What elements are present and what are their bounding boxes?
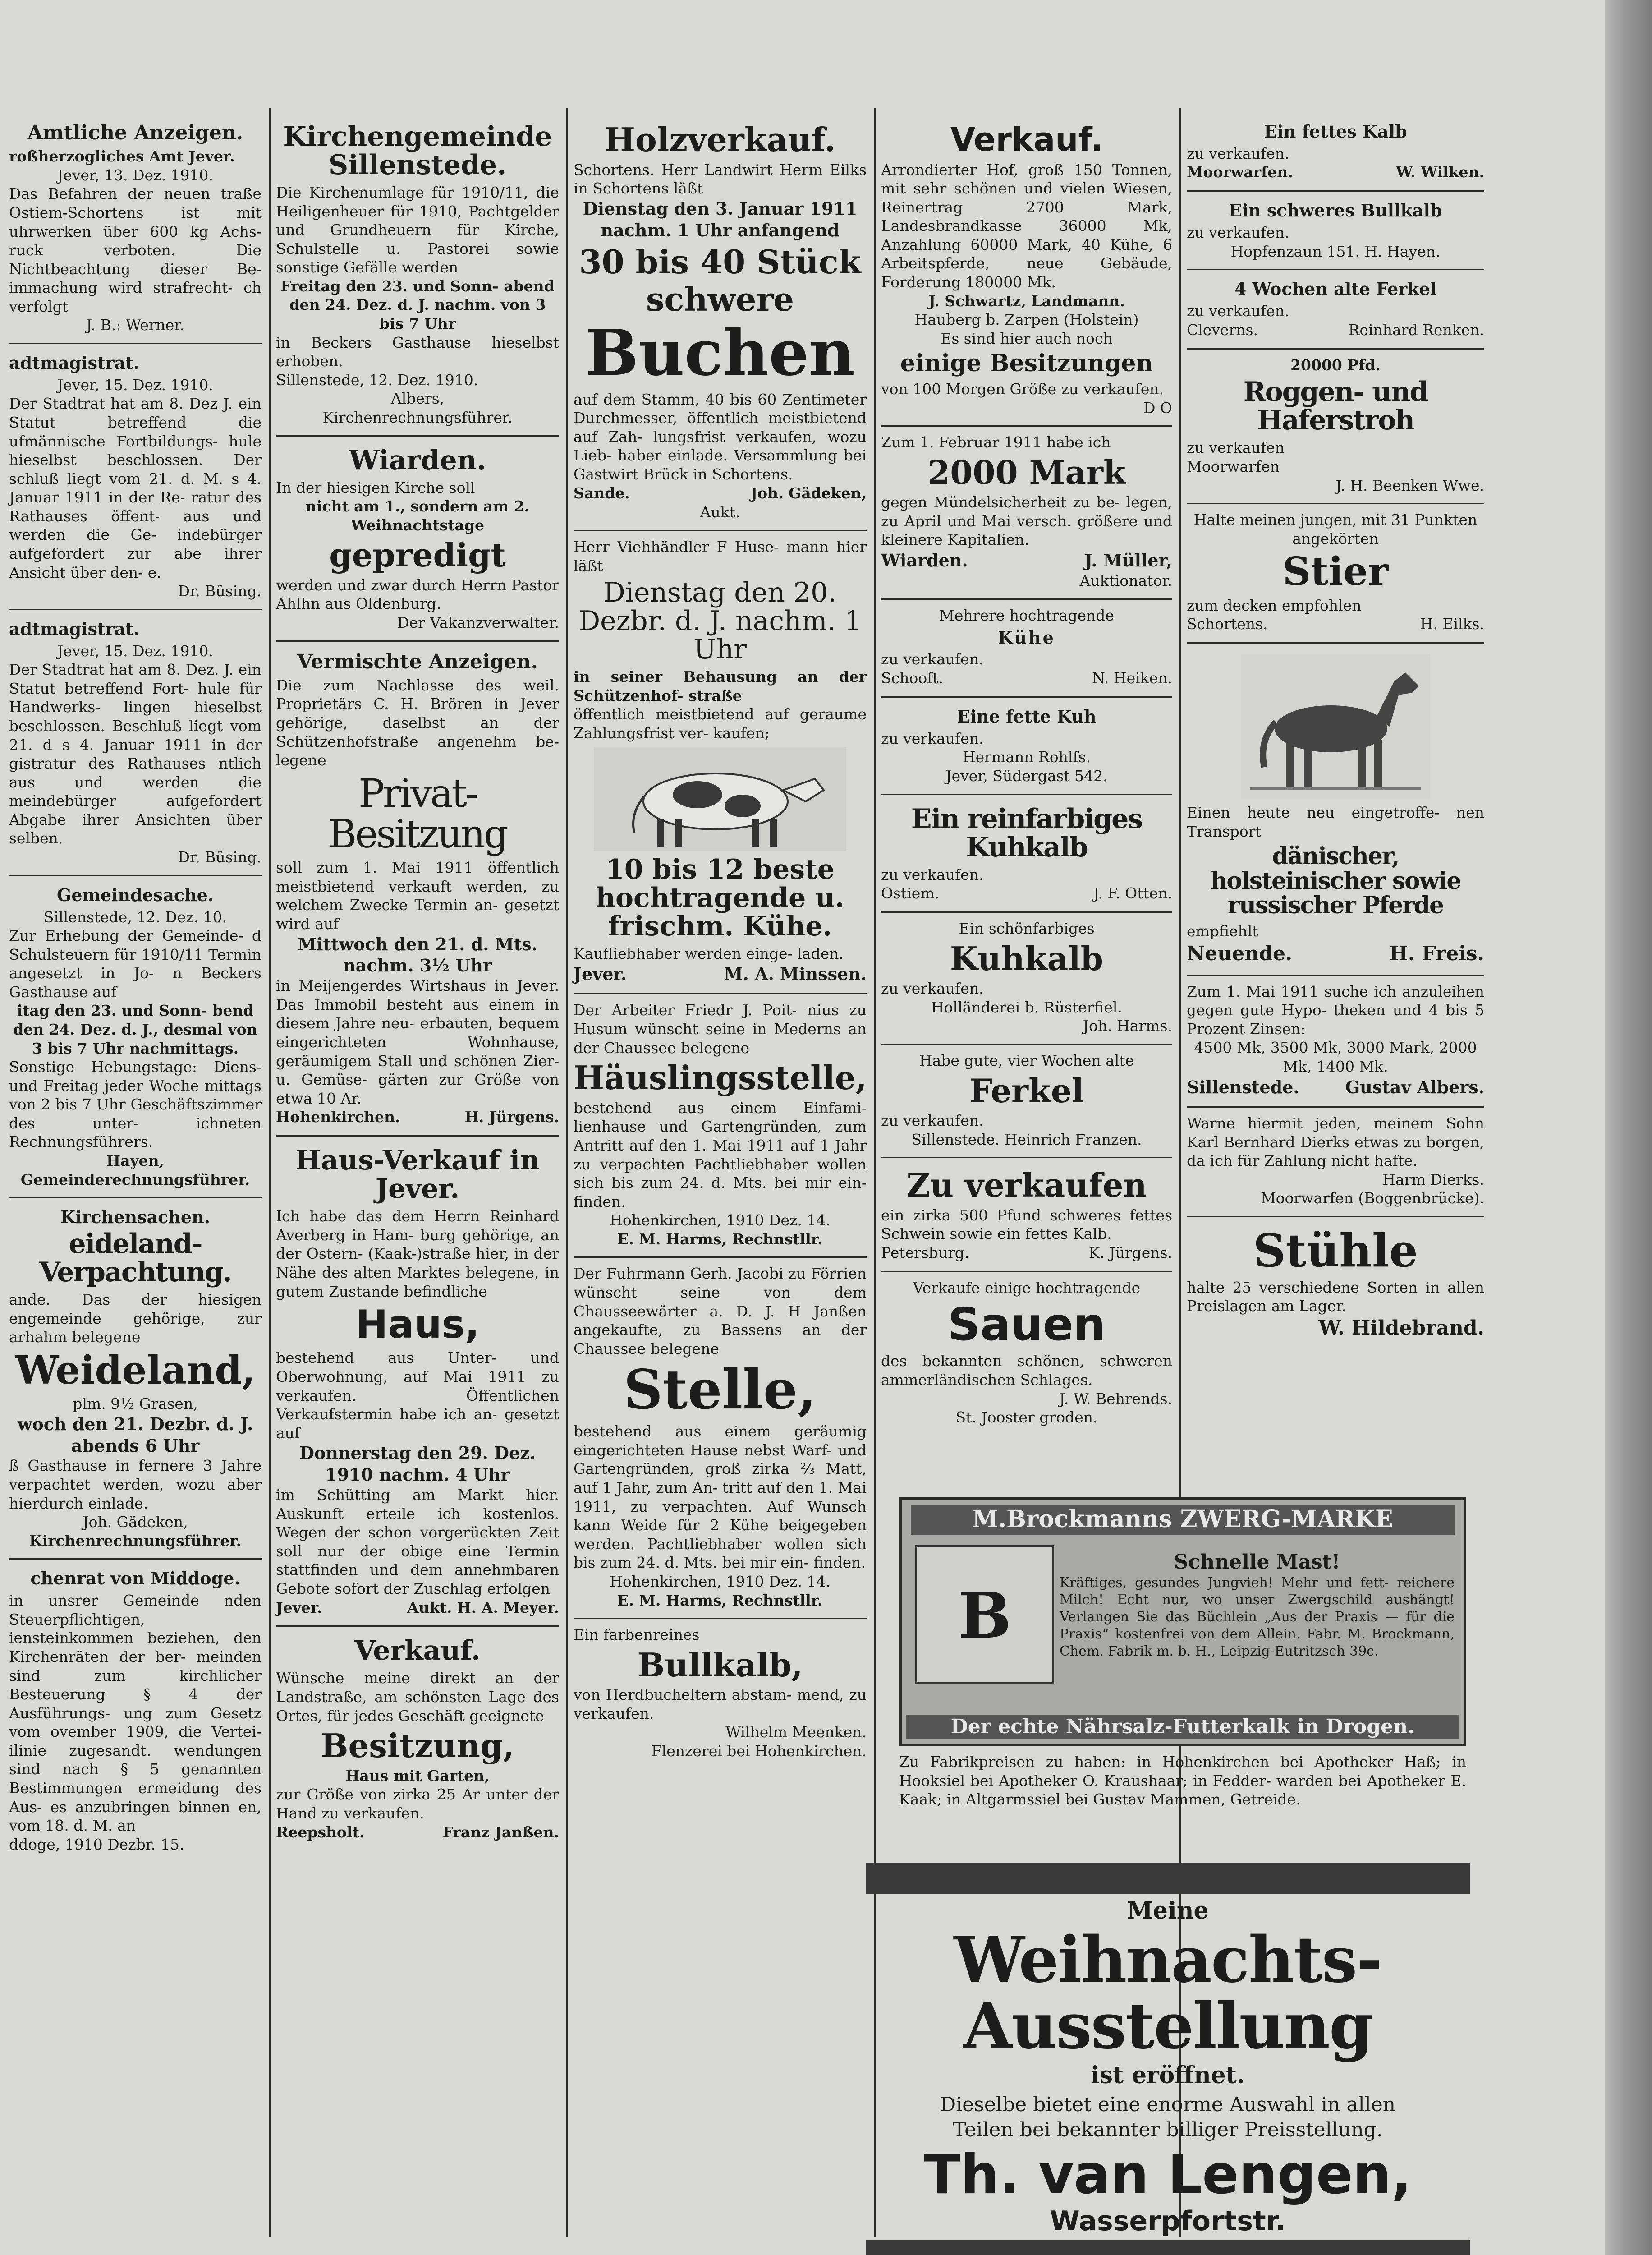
ad-big: einige Besitzungen (900, 350, 1153, 377)
ad-kuehe (881, 600, 1172, 698)
signature-place: Sillenstede. (1187, 1077, 1299, 1097)
page-edge (1605, 0, 1652, 2255)
ad-ferkel (881, 1045, 1172, 1158)
brockmann-tagline: Der echte Nährsalz-Futterkalk in Drogen. (906, 1715, 1459, 1739)
signature-row (1187, 1076, 1484, 1098)
signature: Flenzerei bei Hohenkirchen. (651, 1742, 867, 1760)
ad-stier (1187, 504, 1484, 644)
ad-big: Buchen (585, 316, 855, 390)
body-text: bestehend aus Unter- und Oberwohnung, auf Mai 1911 zu verkaufen. Öffentlichen Verkaufstermin habe ich an- gesetzt auf (276, 1349, 559, 1442)
body-text: zu verkaufen. (881, 865, 984, 884)
date: Sillenstede, 12. Dez. 10. (43, 908, 227, 926)
signature: J. B.: Werner. (86, 316, 184, 334)
body-text: zu verkaufen. (1187, 302, 1289, 320)
ad-title: Verkauf. (354, 1635, 481, 1667)
ad-big: Ferkel (969, 1071, 1084, 1110)
ad-2000-mark (881, 427, 1172, 600)
signature-row (574, 484, 867, 503)
signature: M. A. Minssen. (724, 964, 867, 985)
ad-big: Kühe (998, 627, 1055, 648)
signature: Joh. Gädeken, (83, 1513, 188, 1531)
body-bold: in seiner Behausung an der Schützenhof- straße (574, 668, 867, 704)
ad-viehverkauf (574, 531, 867, 994)
ad-big: Privat-Besitzung (328, 771, 507, 857)
date: Jever, 15. Dez. 1910. (57, 376, 213, 394)
ad-schweres-bullkalb (1187, 192, 1484, 270)
signature: W. Wilken. (1396, 163, 1484, 181)
ad-title: Amtliche Anzeigen. (27, 121, 243, 144)
body-text: Halte meinen jungen, mit 31 Punkten angekörten (1193, 511, 1478, 548)
body-text: Der Stadtrat hat am 8. Dez J. ein Statut betreffend die ufmännische Fortbildungs- hule hieselbst beschlossen. Der schluß liegt vom 21. d. M. s 4. Januar 1911 in der Re- ratur des Rathauses öffent- aus und werden die Ge- indebürger aufgefordert zur abe ihrer Ansicht über den- e. (9, 395, 262, 581)
signature-place: Neuende. (1187, 942, 1293, 965)
body-text: Einen heute neu eingetroffe- nen Transport (1187, 804, 1484, 840)
body-text: Zum 1. Februar 1911 habe ich (881, 433, 1111, 451)
ad-big: gepredigt (329, 536, 506, 575)
signature-row (881, 549, 1172, 571)
ad-brockmann (881, 1497, 1484, 1809)
signature-place: Jever. (574, 964, 627, 985)
ad-title: Eine fette Kuh (957, 706, 1097, 727)
column-1 (9, 113, 262, 2237)
signature: Auktionator. (1079, 572, 1172, 590)
signature: J. H. Beenken Wwe. (1335, 476, 1484, 494)
signature: D O (1143, 399, 1172, 417)
signature-row (1187, 321, 1484, 340)
signature: Joh. Harms. (1083, 1017, 1172, 1035)
body-text: Ein farbenreines (574, 1626, 700, 1644)
signature-row (276, 1598, 559, 1618)
ad-weihnachts-ausstellung (866, 1858, 1470, 2255)
ad-big: Sauen (948, 1298, 1106, 1351)
signature: Dr. Büsing. (178, 848, 262, 866)
signature: J. Schwartz, Landmann. (928, 292, 1125, 310)
ad-big: Ein reinfarbiges Kuhkalb (911, 803, 1143, 863)
body-text: zu verkaufen. (881, 729, 984, 747)
signature-place: Schooft. (881, 669, 944, 687)
ad-stroh (1187, 350, 1484, 504)
ad-hof-verkauf (881, 113, 1172, 427)
column-4 (881, 113, 1172, 1427)
signature-place: Wiarden. (881, 550, 968, 571)
body-text: auf dem Stamm, 40 bis 60 Zentimeter Durchmesser, öffentlich meistbietend auf Zah- lungsfrist verkaufen, wozu Lieb- haber einlade. Versammlung bei Gastwirt Brück in Schortens. (574, 390, 867, 483)
date: Jever, 15. Dez. 1910. (57, 642, 213, 660)
ad-title: Vermischte Anzeigen. (297, 650, 538, 673)
ad-headline: eideland-Verpachtung. (39, 1228, 231, 1289)
ad-title: Meine (1127, 1897, 1209, 1924)
signature-row (1187, 941, 1484, 966)
body-bold: Haus mit Garten, (345, 1767, 490, 1785)
signature: Franz Janßen. (442, 1823, 559, 1841)
cow-illustration (594, 747, 846, 851)
body-text: zu verkaufen. (881, 980, 984, 998)
brockmann-brand: M.Brockmanns ZWERG-MARKE (911, 1505, 1455, 1535)
ad-gemeindesache (9, 876, 262, 1199)
signature: Hauberg b. Zarpen (Holstein) (914, 311, 1139, 329)
ad-stadtmagistrat-2 (9, 610, 262, 876)
body-text: Ein schönfarbiges (959, 920, 1095, 938)
ad-ferkel-2 (1187, 270, 1484, 349)
ad-hausverkauf (276, 1137, 559, 1627)
body-text: Habe gute, vier Wochen alte (919, 1051, 1134, 1069)
column-2 (276, 113, 559, 2237)
decorative-banner (866, 1863, 1470, 1894)
body-text: Schortens. Herr Landwirt Herm Eilks in Schortens läßt (574, 161, 867, 198)
ad-title: Ein fettes Kalb (1264, 121, 1407, 142)
signature: Gemeinderechnungsführer. (20, 1170, 250, 1188)
signature-place: Ostiem. (881, 884, 940, 902)
ad-schwein (881, 1158, 1172, 1272)
body-text: halte 25 verschiedene Sorten in allen Preislagen am Lager. (1187, 1278, 1484, 1315)
date-bold: Mittwoch den 21. d. Mts. nachm. 3½ Uhr (298, 934, 537, 976)
signature: Albers, (390, 390, 445, 408)
body-text: zu verkaufen. (1187, 144, 1289, 162)
ad-subtitle: ist eröffnet. (1090, 2061, 1245, 2089)
body-text: Dieselbe bietet eine enorme Auswahl in allen Teilen bei bekannter billiger Preisstellung. (940, 2093, 1396, 2141)
ad-kirchensachen (9, 1198, 262, 1560)
body-text: öffentlich meistbietend auf geraume Zahlungsfrist ver- kaufen; (574, 705, 867, 742)
signature: Dr. Büsing. (178, 582, 262, 600)
date-bold: Donnerstag den 29. Dez. 1910 nachm. 4 Uhr (299, 1443, 536, 1485)
body-text: plm. 9½ Grasen, (73, 1395, 198, 1413)
column-rule (269, 108, 271, 2237)
signature: Hopfenzaun 151. H. Hayen. (1230, 242, 1441, 260)
signature-place: Hohenkirchen. (276, 1108, 400, 1126)
signature-place: Cleverns. (1187, 321, 1258, 339)
ad-big: Stühle (1253, 1224, 1418, 1277)
body-text: ß Gasthause in fernere 3 Jahre verpachtet werden, wozu aber hierdurch einlade. (9, 1457, 262, 1512)
signature-place: Schortens. (1187, 615, 1268, 633)
ad-warnung (1187, 1108, 1484, 1217)
ad-big: dänischer, holsteinischer sowie russischer Pferde (1210, 842, 1461, 920)
body-text: Das Befahren der neuen traße Ostiem-Schortens ist mit uhrwerken über 600 kg Achs- ruck verboten. Die Nichtbeachtung dieser Be- immachung wird strafrecht- ch verfolgt (9, 185, 262, 315)
ad-title: Kirchengemeinde Sillenstede. (283, 121, 552, 181)
ad-kuhkalb-2 (881, 913, 1172, 1045)
body-text: zur Größe von zirka 25 Ar unter der Hand zu verkaufen. (276, 1786, 559, 1822)
body-bold: nicht am 1., sondern am 2. Weihnachtstage (305, 497, 530, 534)
body-text: Sonstige Hebungstage: Diens- und Freitag jeder Woche mittags von 2 bis 7 Uhr Geschäftszimmer des unter- ichneten Rechnungsführers. (9, 1058, 262, 1151)
body-text: empfiehlt (1187, 922, 1258, 940)
ad-big: Bullkalb, (637, 1645, 803, 1684)
signature-place: Sande. (574, 484, 630, 502)
ad-title: Verkauf. (950, 120, 1103, 158)
body-text: zu verkaufen. (881, 650, 984, 668)
body-text: ein zirka 500 Pfund schweres fettes Schwein sowie ein fettes Kalb. (881, 1206, 1172, 1243)
date-bold: Freitag den 23. und Sonn- abend den 24. Dez. d. J. nachm. von 3 bis 7 Uhr (280, 277, 555, 333)
signature: Aukt. H. A. Meyer. (407, 1598, 559, 1616)
ad-big: Besitzung, (321, 1726, 514, 1765)
signature-row (881, 1243, 1172, 1263)
amounts: 4500 Mk, 3500 Mk, 3000 Mark, 2000 Mk, 1400 Mk. (1194, 1039, 1477, 1076)
body-text: im Schütting am Markt hier. Auskunft erteile ich kostenlos. Wegen der schon vorgerückten Zeit soll nur der obige eine Termin stattfinden und dem annehmbaren Gebote sofort der Zuschlag erfolgen (276, 1486, 559, 1597)
body-text: Kräftiges, gesundes Jungvieh! Mehr und fett- reichere Milch! Echt nur, wo unser Zwergschild aushängt! Verlangen Sie das Büchlein „Aus der Praxis — für die Praxis“ kostenfrei von dem Allein. Fabr. M. Brockmann, Chem. Fabrik m. b. H., Leipzig-Eutritzsch 39c. (1060, 1575, 1455, 1659)
ad-big: Dienstag den 20. Dezbr. d. J. nachm. 1 Uhr (578, 577, 862, 666)
signature: Kirchenrechnungsführer. (322, 408, 513, 426)
ad-stuehle (1187, 1217, 1484, 1349)
signature: Wilhelm Meenken. (725, 1723, 867, 1741)
decorative-banner (866, 2240, 1470, 2255)
body-text: Zu Fabrikpreisen zu haben: in Hohenkirchen bei Apotheker Haß; in Hooksiel bei Apotheker O. Kraushaar; in Fedder- warden bei Apotheker E. Kaak; in Altgarmssiel bei Gustav Mammen, Getreide. (899, 1753, 1466, 1809)
date: Hohenkirchen, 1910 Dez. 14. (610, 1572, 831, 1590)
signature-row (881, 884, 1172, 903)
signature-place: Petersburg. (881, 1244, 969, 1262)
ad-kirchenrat (9, 1560, 262, 1862)
body-text: Zur Erhebung der Gemeinde- d Schulsteuern für 1910/11 Termin angesetzt in Jo- n Beckers Gasthause auf (9, 927, 262, 1001)
dwarf-illustration (915, 1545, 1054, 1684)
body-text: in unsrer Gemeinde nden Steuerpflichtigen, iensteinkommen beziehen, den Kirchenräten der ber- meinden sind zum kirchlicher Besteuerung § 4 der Ausführungs- ung zum Gesetz vom ovember 1909, die Vertei- ilinie zugesandt. wendungen sind nach § 5 genannten Bestimmungen ermeidung des Aus- es anzubringen binnen en, vom 18. d. M. an (9, 1592, 262, 1835)
signature-row (1187, 615, 1484, 634)
body-text: Der Arbeiter Friedr J. Poit- nius zu Husum wünscht seine in Mederns an der Chaussee belegene (574, 1001, 867, 1057)
body-text: Die Kirchenumlage für 1910/11, die Heiligenheuer für 1910, Pachtgelder und Grundheuern für Kirche, Schulstelle u. Pastorei sowie sonstige Gefälle werden (276, 184, 559, 276)
signature-row (276, 1823, 559, 1842)
signature: Joh. Gädeken, (750, 484, 867, 502)
ad-stelle (574, 1258, 867, 1619)
signature: Harm Dierks. (1382, 1170, 1484, 1188)
body-text: Die zum Nachlasse des weil. Proprietärs C. H. Brören in Jever gehörige, daselbst an der Schützenhofstraße angenehm be- legene (276, 676, 559, 769)
ad-big: 10 bis 12 beste hochtragende u. frischm. Kühe. (596, 853, 844, 942)
horse-illustration (1241, 654, 1430, 799)
ad-kirchengemeinde (276, 113, 559, 437)
date-bold: Dienstag den 3. Januar 1911 nachm. 1 Uhr anfangend (583, 198, 858, 240)
date: Hohenkirchen, 1910 Dez. 14. (610, 1211, 831, 1229)
ad-big: 30 bis 40 Stück (579, 242, 861, 281)
body-text: Warne hiermit jeden, meinem Sohn Karl Bernhard Dierks etwas zu borgen, da ich für Zahlung nicht hafte. (1187, 1114, 1484, 1170)
body-text: zu verkaufen. (1187, 224, 1289, 242)
body-text: Wünsche meine direkt an der Landstraße, am schönsten Lage des Ortes, für jedes Geschäft geeignete (276, 1669, 559, 1725)
signature: W. Hildebrand. (1318, 1316, 1484, 1340)
signature: N. Heiken. (1092, 669, 1172, 687)
body-text: Der Stadtrat hat am 8. Dez. J. ein Statut betreffend Fort- hule für Handwerks- lingen hieselbst beschlossen. Beschluß liegt vom 21. d s 4. Januar 1911 in der gistratur des Rathauses ntlich aus und werden die meindebürger aufgefordert Abgabe ihrer Ansichten über selben. (9, 661, 262, 847)
ad-big: Weideland, (15, 1347, 256, 1393)
signature: Hermann Rohlfs. (962, 748, 1091, 766)
signature: Aukt. (700, 503, 740, 521)
ad-title: Holzverkauf. (604, 120, 836, 159)
body-text: In der hiesigen Kirche soll (276, 479, 475, 497)
ad-big: Zu verkaufen (906, 1166, 1147, 1205)
body-text: Mehrere hochtragende (939, 607, 1114, 624)
date-bold: itag den 23. und Sonn- bend den 24. Dez. d. J., desmal von 3 bis 7 Uhr nachmittags. (13, 1002, 257, 1057)
ad-title: 4 Wochen alte Ferkel (1234, 279, 1437, 299)
ad-hypotheken (1187, 976, 1484, 1108)
ad-bullkalb (574, 1619, 867, 1768)
body-text: von 100 Morgen Größe zu verkaufen. (881, 380, 1164, 398)
signature-row (574, 963, 867, 985)
signature-place: Moorwarfen (1187, 457, 1280, 475)
ad-big: Weihnachts-Ausstellung (954, 1923, 1382, 2063)
body-text: von Herdbucheltern abstam- mend, zu verkaufen. (574, 1686, 867, 1722)
signature-place: Moorwarfen. (1187, 163, 1293, 181)
ad-kuhkalb-1 (881, 795, 1172, 913)
signature: H. Eilks. (1420, 615, 1484, 633)
signature: Sillenstede. Heinrich Franzen. (911, 1130, 1142, 1148)
ad-vermischte (276, 642, 559, 1137)
body-text: Kaufliebhaber werden einge- laden. (574, 944, 844, 962)
signature: Kirchenrechnungsführer. (29, 1532, 242, 1550)
signature: J. F. Otten. (1093, 884, 1172, 902)
ad-title: Gemeindesache. (56, 884, 214, 905)
date: Jever, 13. Dez. 1910. (57, 166, 213, 184)
ad-big: Kuhkalb (950, 939, 1103, 978)
body-text: Der Fuhrmann Gerh. Jacobi zu Förrien wünscht seine von dem Chausseewärter a. D. J. H Janßen angekaufte, zu Bassens an der Chaussee belegene (574, 1265, 867, 1358)
signature: Reinhard Renken. (1348, 321, 1484, 339)
ad-title: Haus-Verkauf in Jever. (295, 1145, 540, 1205)
ad-big: Stelle, (624, 1358, 817, 1422)
signature: H. Jürgens. (464, 1108, 559, 1126)
body-text: werden und zwar durch Herrn Pastor Ahlhn aus Oldenburg. (276, 576, 559, 613)
body-text: ande. Das der hiesigen engemeinde gehörige, zur arhahm belegene (9, 1291, 262, 1346)
brockmann-text (1060, 1550, 1455, 1660)
signature-row (276, 1108, 559, 1127)
column-3 (574, 113, 867, 2237)
ad-holzverkauf (574, 113, 867, 531)
body-text: Es sind hier auch noch (941, 329, 1113, 347)
signature: Moorwarfen (Boggenbrücke). (1260, 1189, 1484, 1207)
brockmann-box (899, 1497, 1466, 1746)
body-text: bestehend aus einem geräumig eingerichteten Hause nebst Warf- und Gartengründen, groß zirka ⅔ Matt, auf 1 Jahr, zum An- tritt auf den 1. Mai 1911, zu verpachten. Auf Wunsch kann Weide für 2 Kühe beigegeben werden. Pachtliebhaber wollen sich bis zum 24. d. Mts. bei mir ein- finden. (574, 1422, 867, 1572)
ad-haeuslingsstelle (574, 994, 867, 1258)
ad-wiarden (276, 437, 559, 642)
signature: E. M. Harms, Rechnstllr. (617, 1230, 823, 1248)
brockmann-logo-letter: B (958, 1579, 1012, 1653)
signature: Der Vakanzverwalter. (397, 614, 559, 631)
signature: J. W. Behrends. (1059, 1390, 1172, 1408)
ad-stadtmagistrat-1 (9, 344, 262, 610)
signature: E. M. Harms, Rechnstllr. (617, 1591, 823, 1609)
ad-title: chenrat von Middoge. (30, 1568, 240, 1589)
body-text: des bekannten schönen, schweren ammerländischen Schlages. (881, 1352, 1172, 1389)
ad-title: adtmagistrat. (9, 618, 139, 639)
ad-big: Stier (1282, 549, 1389, 595)
ad-title: Wiarden. (349, 444, 486, 476)
ad-fettes-kalb (1187, 113, 1484, 192)
ad-pferde (1187, 644, 1484, 976)
signature: Hayen, (106, 1152, 165, 1170)
body-text: soll zum 1. Mai 1911 öffentlich meistbietend verkauft werden, zu welchem Zwecke Termin an- gesetzt wird auf (276, 859, 559, 933)
ad-amtliche (9, 113, 262, 344)
date-bold: woch den 21. Dezbr. d. J. abends 6 Uhr (17, 1413, 253, 1456)
ad-verkauf-besitzung (276, 1627, 559, 1850)
body-text: Zum 1. Mai 1911 suche ich anzuleihen gegen gute Hypo- theken und 4 bis 5 Prozent Zinsen: (1187, 982, 1484, 1038)
ad-fette-kuh (881, 698, 1172, 795)
signature: Holländerei b. Rüsterfiel. (931, 998, 1122, 1016)
street-name: Wasserpfortstr. (1050, 2205, 1286, 2237)
body-text: zu verkaufen (1187, 439, 1285, 457)
body-text: in Beckers Gasthause hieselbst erhoben. (276, 333, 559, 370)
ad-title: Kirchensachen. (60, 1207, 210, 1228)
firm-name: Th. van Lengen, (923, 2144, 1412, 2207)
office-name: roßherzogliches Amt Jever. (9, 147, 235, 166)
signature: Gustav Albers. (1345, 1077, 1484, 1097)
signature-row (1187, 163, 1484, 182)
body-text: zum decken empfohlen (1187, 596, 1362, 614)
signature: J. Müller, (1084, 550, 1172, 571)
ad-title: Ein schweres Bullkalb (1229, 200, 1442, 221)
signature-place: Reepsholt. (276, 1823, 365, 1841)
body-text: Herr Viehhändler F Huse- mann hier läßt (574, 538, 867, 575)
amount: 20000 Pfd. (1290, 356, 1381, 374)
ad-title: adtmagistrat. (9, 352, 139, 373)
body-text: bestehend aus einem Einfami- lienhause und Gartengründen, zum Antritt auf den 1. Mai 1911 auf 1 Jahr zu verpachten Pachtliebhaber wollen sich bis zum 24. d. Mts. bei mir ein- finden. (574, 1099, 867, 1210)
ad-big: Häuslingsstelle, (574, 1058, 867, 1097)
body-text: Arrondierter Hof, groß 150 Tonnen, mit sehr schönen und vielen Wiesen, Reinertrag 2700 Mark, Landesbrandkasse 36000 Mk, Anzahlung 60000 Mark, 40 Kühe, 6 Arbeitspferde, neue Gebäude, Forderung 180000 Mk. (881, 161, 1172, 291)
column-rule (566, 108, 568, 2237)
signature: St. Jooster groden. (955, 1408, 1098, 1427)
ad-sauen (881, 1272, 1172, 1435)
column-5 (1187, 113, 1484, 1380)
signature-row (881, 669, 1172, 688)
ad-big: 2000 Mark (927, 453, 1126, 492)
body-text: gegen Mündelsicherheit zu be- legen, zu April und Mai versch. größere und kleinere Kapitalien. (881, 493, 1172, 549)
ad-big: schwere (646, 280, 794, 319)
signature: Jever, Südergast 542. (945, 767, 1108, 785)
body-text: Ich habe das dem Herrn Reinhard Averberg in Ham- burg gehörige, an der Ostern- (Kaak-)straße hier, in der Nähe des alten Marktes belegene, in gutem Zustande befindliche (276, 1207, 559, 1300)
ad-big: Roggen- und Haferstroh (1243, 376, 1428, 437)
ad-big: Haus, (355, 1302, 480, 1348)
date: Sillenstede, 12. Dez. 1910. (276, 371, 478, 389)
body-text: in Meijengerdes Wirtshaus in Jever. Das Immobil besteht aus einem in diesem Jahre neu- erbauten, bequem eingerichteten Wohnhause, geräumigem Stall und schönen Zier- u. Gemüse- gärten zur Größe von etwa 10 Ar. (276, 977, 559, 1107)
signature: K. Jürgens. (1088, 1244, 1172, 1262)
signature: H. Freis. (1389, 942, 1484, 965)
date: ddoge, 1910 Dezbr. 15. (9, 1835, 184, 1853)
body-text: Verkaufe einige hochtragende (913, 1279, 1141, 1297)
body-text: zu verkaufen. (881, 1112, 984, 1130)
brockmann-headline: Schnelle Mast! (1174, 1551, 1340, 1574)
signature-place: Jever. (276, 1598, 322, 1616)
